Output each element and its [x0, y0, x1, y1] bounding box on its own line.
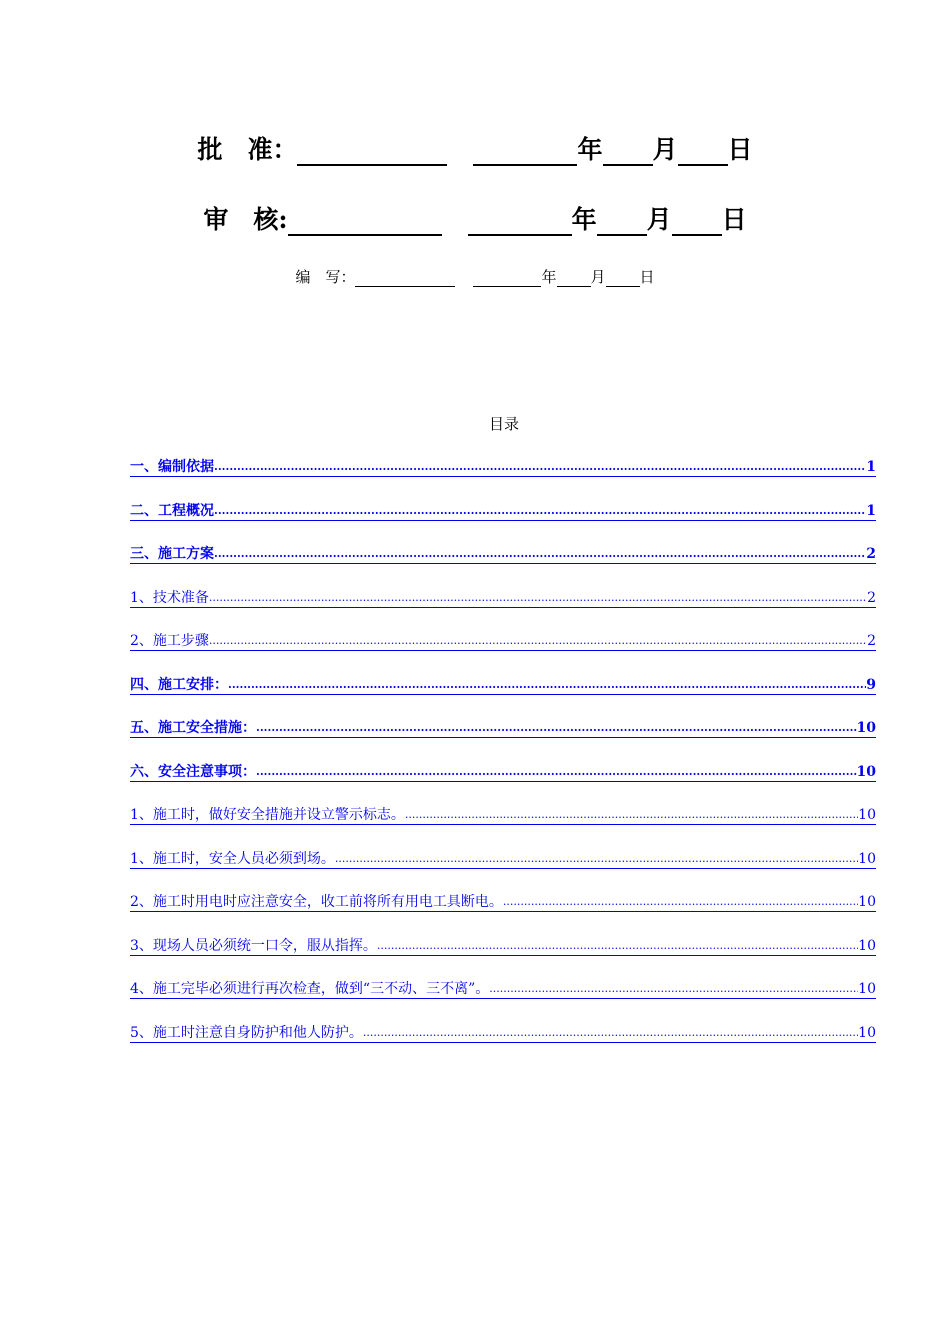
toc-entry[interactable]: [130, 589, 876, 608]
toc-leader-dots: [405, 806, 858, 825]
toc-entry[interactable]: [130, 980, 876, 999]
toc-entry-text: 1、施工时，做好安全措施并设立警示标志。: [130, 807, 405, 823]
approve-day: 日: [727, 135, 753, 164]
write-year-blank: [473, 285, 541, 287]
review-year: 年: [571, 205, 597, 234]
toc-entry[interactable]: [130, 937, 876, 956]
approve-month-blank: [603, 163, 653, 166]
approve-label: 批 准：: [197, 135, 298, 164]
toc-entry-text: 1、技术准备: [130, 589, 209, 606]
toc-entry-text: 六、安全注意事项：: [130, 763, 256, 780]
toc-entry-text: 三、施工方案: [130, 546, 214, 562]
toc-entry-page: 2: [866, 546, 876, 562]
write-month-blank: [557, 285, 591, 287]
toc-entry-page: 9: [866, 676, 876, 693]
toc-title: 目录: [488, 415, 519, 433]
toc-entry-text: 2、施工步骤: [130, 633, 209, 649]
review-label: 审 核:: [203, 205, 288, 234]
toc-entry-page: 10: [858, 1024, 876, 1041]
review-signature-blank: [288, 233, 442, 236]
toc-entry-page: 10: [858, 981, 876, 997]
write-label: 编 写：: [295, 268, 356, 286]
toc-entry-page: 10: [856, 763, 876, 780]
write-year: 年: [541, 268, 557, 286]
toc-entry[interactable]: [130, 632, 876, 651]
review-day-blank: [672, 233, 722, 236]
approve-day-blank: [678, 163, 728, 166]
toc-leader-dots: [209, 632, 867, 651]
write-day-blank: [606, 285, 640, 287]
write-day: 日: [639, 268, 655, 286]
toc-leader-dots: [256, 719, 857, 738]
toc-leader-dots: [214, 502, 866, 521]
review-month: 月: [646, 205, 672, 234]
toc-entry-page: 10: [858, 850, 876, 867]
toc-entry[interactable]: [130, 893, 876, 912]
write-row: [0, 266, 950, 287]
toc-leader-dots: [503, 893, 858, 912]
approve-month: 月: [652, 135, 678, 164]
toc-entry-text: 四、施工安排：: [130, 676, 228, 693]
toc-entry-page: 10: [856, 720, 876, 736]
toc-leader-dots: [335, 850, 858, 869]
toc-entry[interactable]: [130, 850, 876, 869]
toc-entry[interactable]: [130, 806, 876, 825]
toc-leader-dots: [209, 589, 867, 608]
toc-entry-page: 2: [867, 589, 876, 606]
toc-entry[interactable]: [130, 676, 876, 695]
review-year-blank: [468, 233, 572, 236]
toc-entry-text: 二、工程概况: [130, 502, 214, 519]
toc-entry[interactable]: [130, 458, 876, 477]
toc-leader-dots: [363, 1024, 858, 1043]
toc-entry-page: 10: [858, 937, 876, 954]
approve-signature-blank: [297, 163, 447, 166]
write-month: 月: [590, 268, 606, 286]
toc-entry-page: 1: [866, 459, 876, 475]
toc-entry-text: 4、施工完毕必须进行再次检查，做到“三不动、三不离”。: [130, 981, 490, 997]
toc-entry-text: 5、施工时注意自身防护和他人防护。: [130, 1024, 363, 1041]
toc-entry[interactable]: [130, 545, 876, 564]
review-day: 日: [721, 205, 747, 234]
toc-entry[interactable]: [130, 1024, 876, 1043]
toc-entry-text: 一、编制依据: [130, 459, 214, 475]
write-signature-blank: [355, 285, 455, 287]
review-month-blank: [597, 233, 647, 236]
toc-entry[interactable]: [130, 719, 876, 738]
toc-leader-dots: [256, 763, 857, 782]
toc-leader-dots: [214, 458, 866, 477]
toc-leader-dots: [377, 937, 858, 956]
toc-entry-page: 10: [858, 807, 876, 823]
toc-entry[interactable]: [130, 502, 876, 521]
review-row: [0, 200, 950, 236]
toc-entry-text: 3、现场人员必须统一口令，服从指挥。: [130, 937, 377, 954]
toc-leader-dots: [489, 980, 858, 999]
toc-entry-text: 五、施工安全措施：: [130, 720, 256, 736]
toc-entry-page: 2: [867, 633, 876, 649]
toc-entry-text: 1、施工时，安全人员必须到场。: [130, 850, 335, 867]
toc-entry-page: 1: [866, 502, 876, 519]
approve-row: [0, 130, 950, 166]
toc-leader-dots: [228, 676, 866, 695]
approve-year-blank: [473, 163, 577, 166]
toc-entry[interactable]: [130, 763, 876, 782]
toc-entry-page: 10: [858, 894, 876, 910]
approve-year: 年: [577, 135, 603, 164]
toc-entry-text: 2、施工时用电时应注意安全，收工前将所有用电工具断电。: [130, 894, 503, 910]
toc-leader-dots: [214, 545, 866, 564]
